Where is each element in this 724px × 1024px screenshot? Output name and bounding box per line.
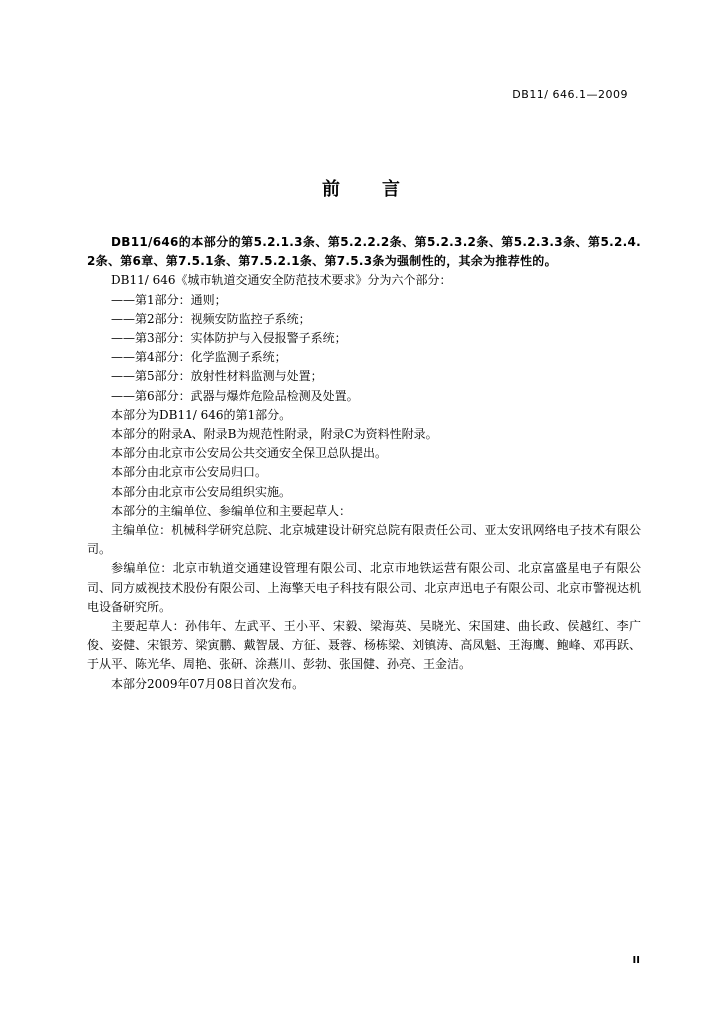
release-date-paragraph: 本部分2009年07月08日首次发布。	[111, 676, 305, 691]
part-list-item-1: ——第1部分：通则；	[111, 292, 227, 307]
appendix-paragraph: 本部分的附录A、附录B为规范性附录，附录C为资料性附录。	[111, 427, 438, 442]
standard-code: DB11/ 646.1—2009	[512, 88, 628, 101]
page-number: II	[632, 955, 640, 966]
chief-editor-paragraph: 主编单位：机械科学研究总院、北京城建设计研究总院有限责任公司、亚太安讯网络电子技术有限公司。	[87, 523, 641, 557]
part-list-item-3: ——第3部分：实体防护与入侵报警子系统；	[111, 331, 347, 346]
centralized-by-paragraph: 本部分由北京市公安局归口。	[111, 465, 268, 480]
part-list-item-5: ——第5部分：放射性材料监测与处置；	[111, 369, 323, 384]
participating-units-paragraph: 参编单位：北京市轨道交通建设管理有限公司、北京市地铁运营有限公司、北京富盛星电子有限公司、同方威视技术股份有限公司、上海擎天电子科技有限公司、北京声迅电子有限公司、北京市警视达机电设备研究所。	[87, 561, 641, 614]
this-part-paragraph: 本部分为DB11/ 646的第1部分。	[111, 407, 292, 422]
preface-body	[87, 233, 641, 694]
mandatory-clauses-paragraph: DB11/646的本部分的第5.2.1.3条、第5.2.2.2条、第5.2.3.2条、第5.2.3.3条、第5.2.4.2条、第6章、第7.5.1条、第7.5.2.1条、第7.5.3条为强制性的，其余为推荐性的。	[87, 235, 641, 269]
page-title-char-1: 前	[322, 179, 342, 200]
main-drafters-paragraph: 主要起草人：孙伟年、左武平、王小平、宋毅、梁海英、吴晓光、宋国建、曲长政、侯越红、李广俊、姿健、宋银芳、梁寅鹏、戴智晟、方征、聂蓉、杨栋梁、刘镇涛、高凤魁、王海鹰、鲍峰、邓再跃、于从平、陈光华、周艳、张研、涂燕川、彭勃、张国健、孙亮、王金洁。	[87, 619, 641, 672]
part-list-item-2: ——第2部分：视频安防监控子系统；	[111, 311, 311, 326]
part-list-item-6: ——第6部分：武器与爆炸危险品检测及处置。	[111, 388, 359, 403]
drafters-intro-paragraph: 本部分的主编单位、参编单位和主要起草人：	[111, 503, 352, 518]
part-list-item-4: ——第4部分：化学监测子系统；	[111, 350, 287, 365]
page-title-char-2: 言	[382, 179, 402, 200]
implemented-by-paragraph: 本部分由北京市公安局组织实施。	[111, 484, 292, 499]
parts-intro-paragraph: DB11/ 646《城市轨道交通安全防范技术要求》分为六个部分：	[111, 273, 452, 288]
page-title	[0, 175, 724, 201]
proposed-by-paragraph: 本部分由北京市公安局公共交通安全保卫总队提出。	[111, 446, 388, 461]
